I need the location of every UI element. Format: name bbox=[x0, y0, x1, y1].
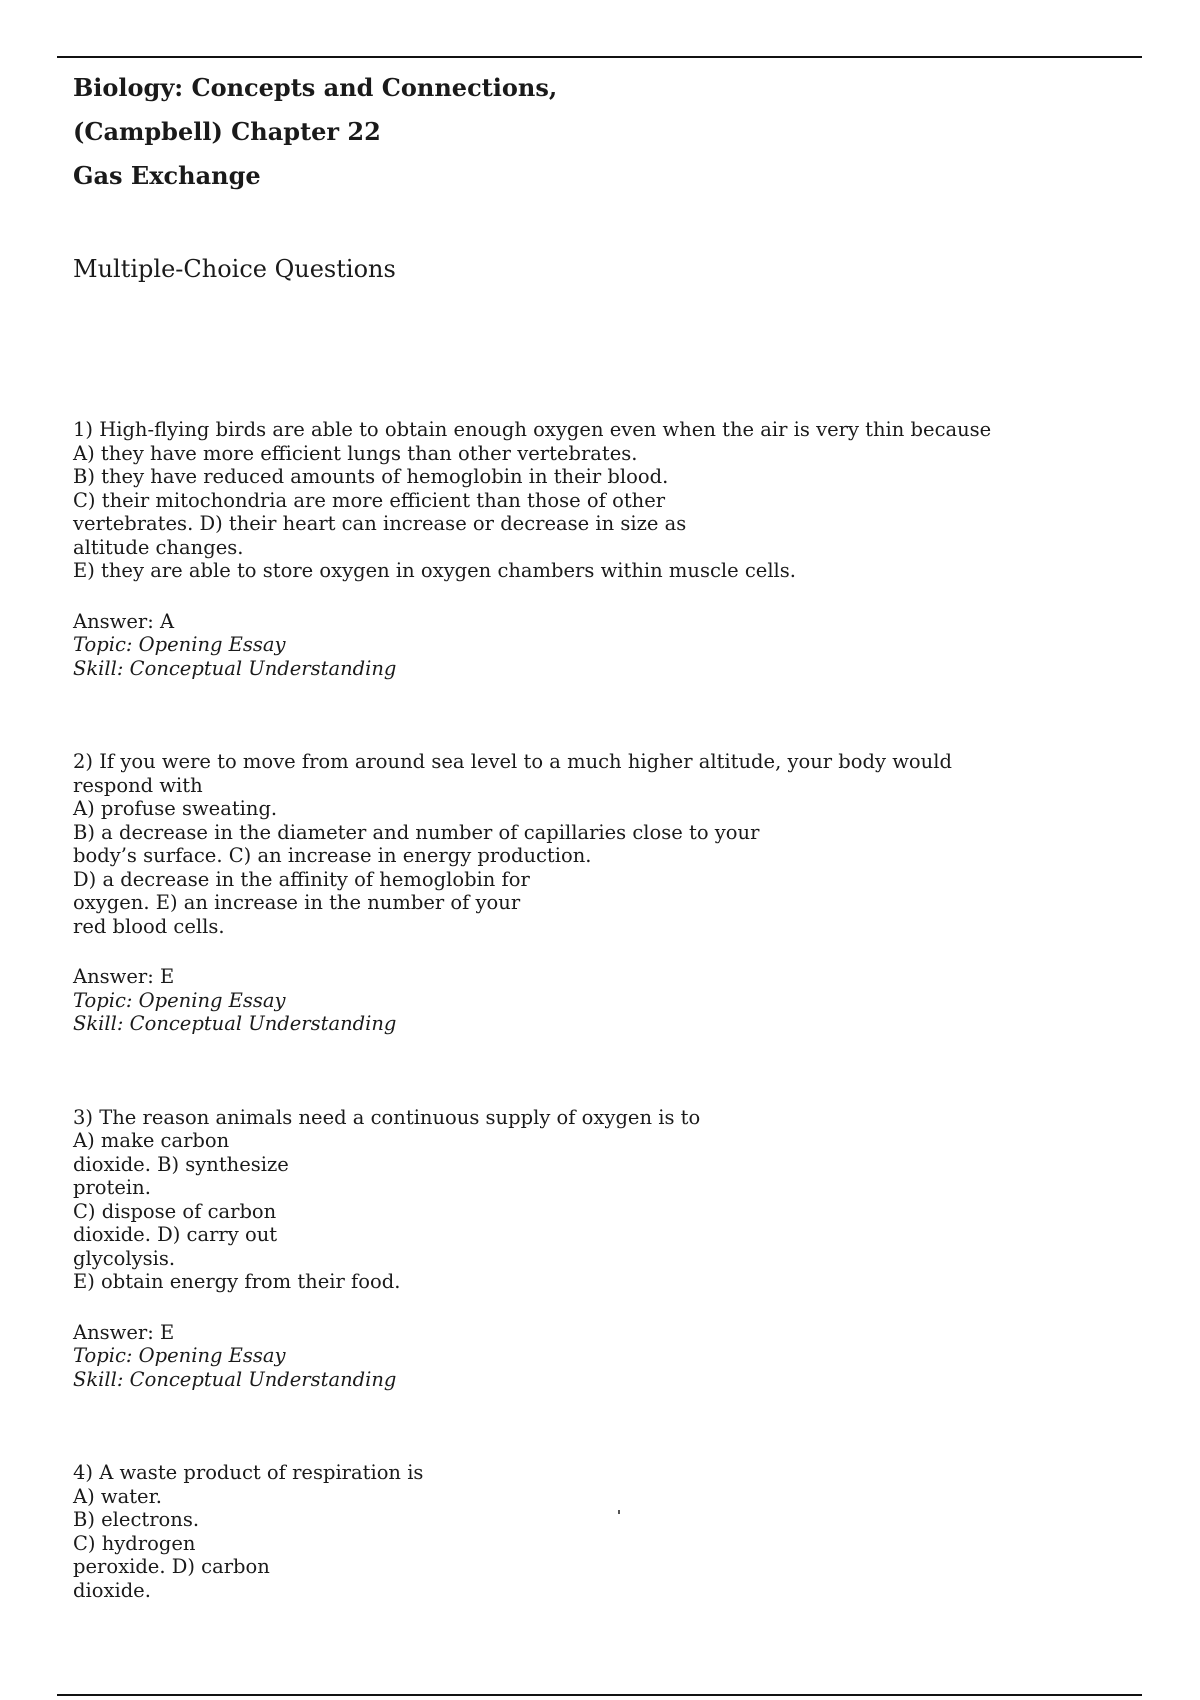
question-3-stem: 3) The reason animals need a continuous supply of oxygen is to bbox=[73, 1105, 701, 1129]
section-title: Multiple-Choice Questions bbox=[73, 255, 396, 283]
question-2 bbox=[73, 750, 1133, 1036]
question-line: respond with bbox=[73, 773, 203, 797]
question-line: C) their mitochondria are more efficient than those of other bbox=[73, 488, 666, 512]
question-1 bbox=[73, 418, 1133, 680]
title-line-2: (Campbell) Chapter 22 bbox=[73, 117, 381, 146]
title-line-3: Gas Exchange bbox=[73, 161, 261, 190]
question-line: E) obtain energy from their food. bbox=[73, 1270, 401, 1293]
question-line: A) make carbon bbox=[73, 1129, 230, 1152]
question-line: dioxide. D) carry out bbox=[73, 1223, 278, 1246]
question-line: glycolysis. bbox=[73, 1246, 176, 1270]
question-4 bbox=[73, 1461, 1133, 1602]
question-2-stem: 2) If you were to move from around sea level to a much higher altitude, your body would bbox=[73, 750, 952, 773]
topic-text: Topic: Opening Essay bbox=[73, 633, 286, 656]
skill-text: Skill: Conceptual Understanding bbox=[73, 1012, 397, 1035]
answer-text: Answer: E bbox=[73, 965, 175, 988]
answer-block bbox=[73, 1321, 1133, 1392]
question-line: A) water. bbox=[73, 1484, 162, 1508]
question-4-stem: 4) A waste product of respiration is bbox=[73, 1461, 424, 1484]
skill-text: Skill: Conceptual Understanding bbox=[73, 656, 397, 680]
topic-text: Topic: Opening Essay bbox=[73, 988, 286, 1012]
answer-text: Answer: E bbox=[73, 1320, 175, 1344]
question-line: A) profuse sweating. bbox=[73, 797, 278, 820]
skill-text: Skill: Conceptual Understanding bbox=[73, 1367, 397, 1391]
topic-text: Topic: Opening Essay bbox=[73, 1344, 286, 1367]
question-line: dioxide. B) synthesize bbox=[73, 1152, 289, 1176]
question-1-stem: 1) High-flying birds are able to obtain enough oxygen even when the air is very thin because bbox=[73, 418, 992, 441]
question-line: vertebrates. D) their heart can increase or decrease in size as bbox=[73, 512, 687, 535]
title-line-1: Biology: Concepts and Connections, bbox=[73, 73, 558, 102]
question-line: A) they have more efficient lungs than other vertebrates. bbox=[73, 441, 638, 465]
question-line: peroxide. D) carbon bbox=[73, 1555, 270, 1578]
question-line: dioxide. bbox=[73, 1578, 151, 1602]
question-line: protein. bbox=[73, 1176, 151, 1199]
question-line: C) dispose of carbon bbox=[73, 1199, 277, 1223]
question-line: B) electrons. bbox=[73, 1508, 200, 1531]
question-list bbox=[73, 418, 1133, 1602]
answer-block bbox=[73, 610, 1133, 681]
question-line: altitude changes. bbox=[73, 535, 244, 559]
answer-text: Answer: A bbox=[73, 609, 175, 633]
question-line: body’s surface. C) an increase in energy production. bbox=[73, 844, 592, 867]
question-line: E) they are able to store oxygen in oxygen chambers within muscle cells. bbox=[73, 559, 796, 582]
question-line: B) a decrease in the diameter and number of capillaries close to your bbox=[73, 820, 760, 844]
document-body bbox=[73, 66, 1133, 1602]
top-rule bbox=[57, 56, 1142, 58]
question-line: B) they have reduced amounts of hemoglobin in their blood. bbox=[73, 465, 669, 488]
bottom-rule bbox=[57, 1694, 1142, 1696]
document-title bbox=[73, 66, 1133, 198]
question-line: D) a decrease in the affinity of hemoglobin for bbox=[73, 867, 530, 891]
answer-block bbox=[73, 965, 1133, 1036]
question-line: oxygen. E) an increase in the number of your bbox=[73, 891, 521, 914]
question-line: C) hydrogen bbox=[73, 1531, 196, 1555]
page-speck bbox=[618, 1510, 620, 1514]
question-line: red blood cells. bbox=[73, 914, 225, 938]
question-3 bbox=[73, 1106, 1133, 1392]
